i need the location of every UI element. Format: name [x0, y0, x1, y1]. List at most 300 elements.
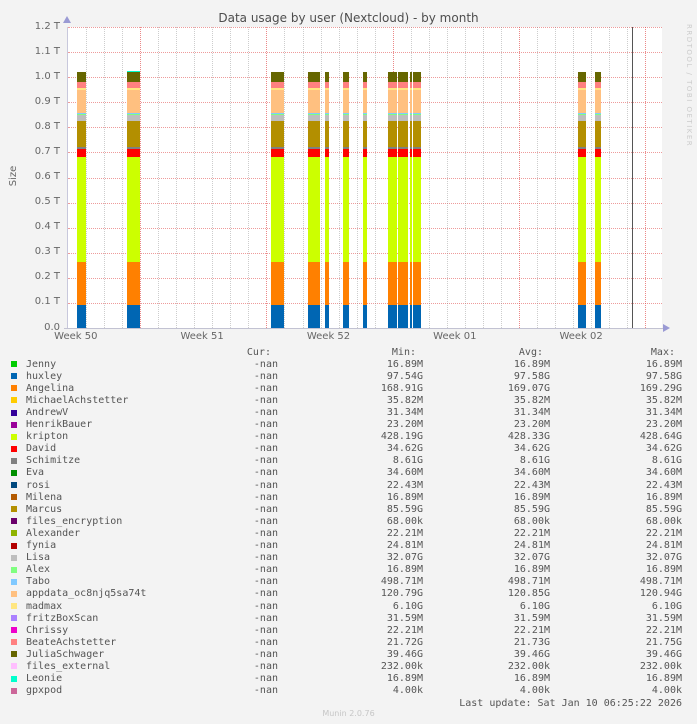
- bar-segment-David: [595, 149, 601, 157]
- legend-row: [0, 443, 682, 455]
- legend-min-value: 34.62G: [386, 443, 423, 455]
- legend-header-row: [0, 346, 682, 358]
- stacked-bar: [410, 72, 412, 328]
- legend-avg-value: 24.81M: [513, 540, 550, 552]
- grid-line-day: [212, 27, 213, 328]
- legend-max-value: 120.94G: [639, 588, 682, 600]
- legend-cur-value: -nan: [253, 612, 278, 624]
- y-tick-label: 1.2 T: [34, 20, 60, 32]
- legend-cur-value: -nan: [253, 648, 278, 660]
- stacked-bar: [578, 72, 586, 328]
- legend-max-value: 232.00k: [639, 660, 682, 672]
- bar-segment-JuliaSchwager: [127, 72, 140, 82]
- bar-segment-appdata_oc8njq5sa74t: [325, 90, 329, 113]
- bar-segment-JuliaSchwager: [578, 72, 586, 82]
- legend-min-value: 22.21M: [386, 527, 423, 539]
- legend-label: gpxpod: [26, 685, 63, 697]
- legend-avg-value: 8.61G: [519, 455, 550, 467]
- legend-label: fritzBoxScan: [26, 612, 99, 624]
- bar-segment-David: [77, 149, 86, 157]
- legend-min-value: 85.59G: [386, 503, 423, 515]
- legend-swatch-icon: [11, 603, 17, 609]
- x-axis-line: [64, 328, 665, 329]
- grid-line-day: [176, 27, 177, 328]
- bar-segment-JuliaSchwager: [363, 72, 367, 82]
- legend-label: Eva: [26, 467, 45, 479]
- x-tick-label: Week 02: [559, 331, 603, 342]
- bar-segment-kripton: [363, 157, 367, 262]
- x-tick-label: Week 50: [54, 331, 98, 342]
- legend-min-value: 498.71M: [380, 576, 423, 588]
- rrdtool-watermark: RRDTOOL / TOBI OETIKER: [685, 24, 693, 148]
- legend-max-value: 16.89M: [645, 673, 682, 685]
- y-tick-label: 1.1 T: [34, 45, 60, 57]
- legend-cur-value: -nan: [253, 455, 278, 467]
- bar-segment-huxley: [325, 305, 329, 328]
- bar-segment-David: [308, 149, 320, 157]
- legend-max-value: 34.62G: [645, 443, 682, 455]
- legend-row: [0, 552, 682, 564]
- legend-row: [0, 612, 682, 624]
- legend-min-value: 39.46G: [386, 648, 423, 660]
- stacked-bar: [363, 72, 367, 328]
- legend-row: [0, 673, 682, 685]
- legend-max-value: 39.46G: [645, 648, 682, 660]
- legend-min-value: 16.89M: [386, 673, 423, 685]
- legend-swatch-icon: [11, 446, 17, 452]
- bar-segment-kripton: [343, 157, 349, 262]
- y-tick-label: 0.1 T: [34, 296, 60, 308]
- legend-max-value: 16.89M: [645, 491, 682, 503]
- bar-segment-Marcus: [388, 121, 397, 147]
- legend-avg-value: 16.89M: [513, 491, 550, 503]
- legend-swatch-icon: [11, 373, 17, 379]
- legend-row: [0, 540, 682, 552]
- y-tick-label: 0.8 T: [34, 120, 60, 132]
- legend-swatch-icon: [11, 567, 17, 573]
- stacked-bar: [398, 72, 408, 328]
- legend-swatch-icon: [11, 676, 17, 682]
- stacked-bar: [325, 72, 329, 328]
- legend-swatch-icon: [11, 422, 17, 428]
- legend-swatch-icon: [11, 434, 17, 440]
- legend-max-value: 31.59M: [645, 612, 682, 624]
- legend-max-value: 85.59G: [645, 503, 682, 515]
- legend-label: Marcus: [26, 503, 63, 515]
- legend-max-value: 24.81M: [645, 540, 682, 552]
- bar-segment-David: [413, 149, 421, 157]
- y-tick-label: 0.6 T: [34, 171, 60, 182]
- legend-min-value: 24.81M: [386, 540, 423, 552]
- legend-row: [0, 491, 682, 503]
- y-tick-label: 1.0 T: [34, 70, 60, 82]
- legend-swatch-icon: [11, 458, 17, 464]
- grid-line-day: [303, 27, 304, 328]
- bar-segment-Angelina: [363, 262, 367, 305]
- bar-segment-appdata_oc8njq5sa74t: [343, 90, 349, 113]
- bar-segment-Angelina: [77, 262, 86, 305]
- plot-area: [67, 27, 662, 328]
- grid-line-day: [483, 27, 484, 328]
- legend-row: [0, 588, 682, 600]
- stacked-bar: [77, 72, 86, 328]
- legend-row: [0, 467, 682, 479]
- bar-segment-huxley: [410, 305, 412, 328]
- legend-swatch-icon: [11, 530, 17, 536]
- legend-swatch-icon: [11, 543, 17, 549]
- bar-segment-kripton: [410, 157, 412, 262]
- bar-segment-huxley: [398, 305, 408, 328]
- legend-row: [0, 406, 682, 418]
- grid-line-week: [519, 27, 520, 328]
- bar-segment-David: [363, 149, 367, 157]
- stacked-bar: [127, 71, 140, 328]
- grid-line-day: [339, 27, 340, 328]
- bar-segment-huxley: [363, 305, 367, 328]
- legend-label: BeateAchstetter: [26, 636, 117, 648]
- bar-segment-Marcus: [413, 121, 421, 147]
- bar-segment-kripton: [325, 157, 329, 262]
- grid-line-day: [609, 27, 610, 328]
- legend-avg-value: 97.58G: [513, 370, 550, 382]
- bar-segment-Angelina: [271, 262, 284, 305]
- legend-avg-value: 34.60M: [513, 467, 550, 479]
- legend-avg-value: 169.07G: [507, 382, 550, 394]
- legend-max-value: 4.00k: [651, 685, 682, 697]
- legend-label: MichaelAchstetter: [26, 394, 129, 406]
- stacked-bar: [343, 72, 349, 328]
- legend-cur-value: -nan: [253, 407, 278, 419]
- grid-line-day: [465, 27, 466, 328]
- legend-min-value: 22.43M: [386, 479, 423, 491]
- y-tick-label: 0.7 T: [34, 145, 60, 157]
- legend-avg-value: 16.89M: [513, 358, 550, 370]
- bar-segment-David: [271, 149, 284, 157]
- bar-segment-huxley: [413, 305, 421, 328]
- legend-label: David: [26, 443, 57, 455]
- legend-cur-value: -nan: [253, 394, 278, 406]
- legend-row: [0, 636, 682, 648]
- legend-avg-value: 4.00k: [519, 685, 550, 697]
- legend-label: rosi: [26, 479, 51, 491]
- legend-avg-value: 32.07G: [513, 552, 550, 564]
- legend-min-value: 31.34M: [386, 407, 423, 419]
- legend-cur-value: -nan: [253, 624, 278, 636]
- legend-table: [0, 346, 682, 697]
- legend-row: [0, 394, 682, 406]
- last-update: Last update: Sat Jan 10 06:25:22 2026: [459, 698, 682, 709]
- bar-segment-David: [325, 149, 329, 157]
- bar-segment-Marcus: [578, 121, 586, 147]
- bar-segment-huxley: [388, 305, 397, 328]
- bar-segment-Angelina: [398, 262, 408, 305]
- grid-line-day: [357, 27, 358, 328]
- legend-avg-value: 120.85G: [507, 588, 550, 600]
- grid-line-day: [321, 27, 322, 328]
- bar-segment-Angelina: [388, 262, 397, 305]
- grid-line-week: [266, 27, 267, 328]
- bar-segment-huxley: [127, 305, 140, 328]
- legend-min-value: 31.59M: [386, 612, 423, 624]
- bar-segment-Marcus: [595, 121, 601, 147]
- legend-min-value: 8.61G: [392, 455, 423, 467]
- legend-swatch-icon: [11, 385, 17, 391]
- grid-line-day: [284, 27, 285, 328]
- grid-line-day: [591, 27, 592, 328]
- legend-swatch-icon: [11, 518, 17, 524]
- legend-row: [0, 576, 682, 588]
- legend-label: Lisa: [26, 552, 51, 564]
- legend-swatch-icon: [11, 361, 17, 367]
- legend-max-value: 35.82M: [645, 394, 682, 406]
- grid-line-day: [573, 27, 574, 328]
- bar-segment-JuliaSchwager: [595, 72, 601, 82]
- legend-min-value: 32.07G: [386, 552, 423, 564]
- legend-max-value: 169.29G: [639, 382, 682, 394]
- legend-row: [0, 648, 682, 660]
- bar-segment-Angelina: [343, 262, 349, 305]
- legend-min-value: 23.20M: [386, 419, 423, 431]
- legend-row: [0, 685, 682, 697]
- legend-min-value: 97.54G: [386, 370, 423, 382]
- bar-segment-huxley: [308, 305, 320, 328]
- legend-cur-value: -nan: [253, 358, 278, 370]
- bar-segment-huxley: [578, 305, 586, 328]
- legend-label: appdata_oc8njq5sa74t: [26, 588, 147, 600]
- bar-segment-appdata_oc8njq5sa74t: [271, 90, 284, 113]
- legend-min-value: 16.89M: [386, 358, 423, 370]
- bar-segment-appdata_oc8njq5sa74t: [308, 90, 320, 113]
- legend-min-value: 16.89M: [386, 564, 423, 576]
- grid-line-week: [140, 27, 141, 328]
- bar-segment-kripton: [388, 157, 397, 262]
- legend-row: [0, 515, 682, 527]
- legend-swatch-icon: [11, 506, 17, 512]
- legend-label: HenrikBauer: [26, 419, 93, 431]
- legend-min-value: 232.00k: [380, 660, 423, 672]
- legend-min-value: 4.00k: [392, 685, 423, 697]
- legend-cur-value: -nan: [253, 431, 278, 443]
- legend-swatch-icon: [11, 482, 17, 488]
- stacked-bar: [413, 72, 421, 328]
- legend-label: madmax: [26, 600, 63, 612]
- legend-avg-value: 6.10G: [519, 600, 550, 612]
- y-tick-label: 0.9 T: [34, 95, 60, 107]
- bar-segment-JuliaSchwager: [343, 72, 349, 82]
- legend-cur-value: -nan: [253, 382, 278, 394]
- legend-max-value: 22.21M: [645, 624, 682, 636]
- legend-label: Alexander: [26, 527, 81, 539]
- legend-swatch-icon: [11, 663, 17, 669]
- bar-segment-Angelina: [413, 262, 421, 305]
- legend-cur-value: -nan: [253, 443, 278, 455]
- bar-segment-Marcus: [363, 121, 367, 147]
- legend-avg-value: 35.82M: [513, 394, 550, 406]
- bar-segment-David: [398, 149, 408, 157]
- legend-cur-value: -nan: [253, 527, 278, 539]
- legend-max-value: 22.43M: [645, 479, 682, 491]
- legend-swatch-icon: [11, 410, 17, 416]
- x-tick-label: Week 52: [306, 331, 351, 342]
- legend-swatch-icon: [11, 651, 17, 657]
- bar-segment-Angelina: [308, 262, 320, 305]
- bar-segment-JuliaSchwager: [398, 72, 408, 82]
- legend-swatch-icon: [11, 615, 17, 621]
- bar-segment-Marcus: [343, 121, 349, 147]
- y-axis-arrow-icon: [63, 16, 71, 23]
- legend-max-value: 97.58G: [645, 370, 682, 382]
- legend-avg-value: 22.43M: [513, 479, 550, 491]
- legend-cur-value: -nan: [253, 685, 278, 697]
- grid-line-day: [122, 27, 123, 328]
- legend-row: [0, 431, 682, 443]
- legend-label: Jenny: [26, 358, 57, 370]
- bar-segment-David: [578, 149, 586, 157]
- legend-row: [0, 660, 682, 672]
- legend-min-value: 428.19G: [380, 431, 423, 443]
- grid-line-day: [537, 27, 538, 328]
- bar-segment-JuliaSchwager: [413, 72, 421, 82]
- legend-label: Milena: [26, 491, 63, 503]
- bar-segment-kripton: [127, 157, 140, 262]
- legend-swatch-icon: [11, 639, 17, 645]
- legend-avg-value: 16.89M: [513, 564, 550, 576]
- bar-segment-appdata_oc8njq5sa74t: [398, 90, 408, 113]
- grid-line-day: [555, 27, 556, 328]
- legend-label: Schimitze: [26, 455, 81, 467]
- grid-line-day: [429, 27, 430, 328]
- legend-swatch-icon: [11, 579, 17, 585]
- legend-cur-value: -nan: [253, 600, 278, 612]
- x-tick-label: Week 51: [180, 331, 224, 342]
- bar-segment-Angelina: [127, 262, 140, 305]
- legend-avg-value: 39.46G: [513, 648, 550, 660]
- legend-swatch-icon: [11, 591, 17, 597]
- legend-max-value: 16.89M: [645, 358, 682, 370]
- legend-avg-value: 16.89M: [513, 673, 550, 685]
- grid-line-day: [158, 27, 159, 328]
- legend-cur-value: -nan: [253, 564, 278, 576]
- legend-swatch-icon: [11, 494, 17, 500]
- legend-max-value: 31.34M: [645, 407, 682, 419]
- legend-swatch-icon: [11, 555, 17, 561]
- bar-segment-Marcus: [271, 121, 284, 147]
- legend-cur-value: -nan: [253, 479, 278, 491]
- stacked-bar: [271, 72, 284, 328]
- bar-segment-Angelina: [410, 262, 412, 305]
- legend-avg-value: 232.00k: [507, 660, 550, 672]
- bar-segment-Angelina: [578, 262, 586, 305]
- page-title: Data usage by user (Nextcloud) - by month: [218, 11, 479, 25]
- legend-min-value: 34.60M: [386, 467, 423, 479]
- bar-segment-appdata_oc8njq5sa74t: [77, 90, 86, 113]
- bar-segment-JuliaSchwager: [308, 72, 320, 82]
- legend-cur-value: -nan: [253, 660, 278, 672]
- legend-label: Angelina: [26, 382, 75, 394]
- bar-segment-Marcus: [398, 121, 408, 147]
- y-tick-label: 0.5 T: [34, 196, 60, 208]
- legend-max-value: 498.71M: [639, 576, 682, 588]
- legend-label: AndrewV: [26, 407, 69, 419]
- y-tick-label: 0.2 T: [34, 271, 60, 283]
- bar-segment-appdata_oc8njq5sa74t: [363, 90, 367, 113]
- legend-label: kripton: [26, 431, 69, 443]
- legend-avg-value: 22.21M: [513, 527, 550, 539]
- legend-max-value: 23.20M: [645, 419, 682, 431]
- legend-row: [0, 419, 682, 431]
- bar-segment-kripton: [595, 157, 601, 262]
- legend-max-value: 34.60M: [645, 467, 682, 479]
- legend-min-value: 168.91G: [380, 382, 423, 394]
- legend-cur-value: -nan: [253, 419, 278, 431]
- y-tick-label: 0.4 T: [34, 221, 60, 233]
- legend-avg-value: 85.59G: [513, 503, 550, 515]
- stacked-bar: [308, 72, 320, 328]
- grid-line-day: [447, 27, 448, 328]
- legend-max-value: 68.00k: [645, 515, 682, 527]
- grid-line-day: [248, 27, 249, 328]
- bar-segment-Angelina: [325, 262, 329, 305]
- legend-header: Avg:: [518, 346, 543, 358]
- legend-label: Chrissy: [26, 624, 69, 636]
- bar-segment-David: [388, 149, 397, 157]
- legend-min-value: 6.10G: [392, 600, 423, 612]
- bar-segment-JuliaSchwager: [325, 72, 329, 82]
- legend-row: [0, 527, 682, 539]
- legend-avg-value: 31.34M: [513, 407, 550, 419]
- bar-segment-David: [127, 149, 140, 157]
- legend-avg-value: 498.71M: [507, 576, 550, 588]
- grid-line-day: [230, 27, 231, 328]
- bar-segment-David: [410, 149, 412, 157]
- bar-segment-Marcus: [77, 121, 86, 147]
- bar-segment-JuliaSchwager: [410, 72, 412, 82]
- legend-label: fynia: [26, 540, 57, 552]
- legend-label: Leonie: [26, 673, 63, 685]
- legend-label: files_external: [26, 660, 111, 672]
- grid-line-day: [501, 27, 502, 328]
- legend-cur-value: -nan: [253, 636, 278, 648]
- legend-row: [0, 479, 682, 491]
- legend-header: Cur:: [246, 346, 271, 358]
- legend-max-value: 22.21M: [645, 527, 682, 539]
- legend-cur-value: -nan: [253, 503, 278, 515]
- legend-label: JuliaSchwager: [26, 648, 105, 660]
- bar-segment-kripton: [398, 157, 408, 262]
- bar-segment-appdata_oc8njq5sa74t: [413, 90, 421, 113]
- bar-segment-David: [343, 149, 349, 157]
- legend-avg-value: 34.62G: [513, 443, 550, 455]
- legend-max-value: 8.61G: [651, 455, 682, 467]
- legend-cur-value: -nan: [253, 576, 278, 588]
- x-axis-arrow-icon: [663, 324, 670, 332]
- bar-segment-Marcus: [410, 121, 412, 147]
- legend-avg-value: 68.00k: [513, 515, 550, 527]
- legend-avg-value: 428.33G: [507, 431, 550, 443]
- bar-segment-appdata_oc8njq5sa74t: [578, 90, 586, 113]
- bar-segment-Marcus: [325, 121, 329, 147]
- bar-segment-JuliaSchwager: [388, 72, 397, 82]
- bar-segment-kripton: [578, 157, 586, 262]
- stacked-bar: [595, 72, 601, 328]
- legend-row: [0, 624, 682, 636]
- legend-min-value: 16.89M: [386, 491, 423, 503]
- legend-cur-value: -nan: [253, 552, 278, 564]
- legend-label: Alex: [26, 564, 51, 576]
- legend-row: [0, 600, 682, 612]
- grid-line-day: [627, 27, 628, 328]
- bar-segment-Marcus: [308, 121, 320, 147]
